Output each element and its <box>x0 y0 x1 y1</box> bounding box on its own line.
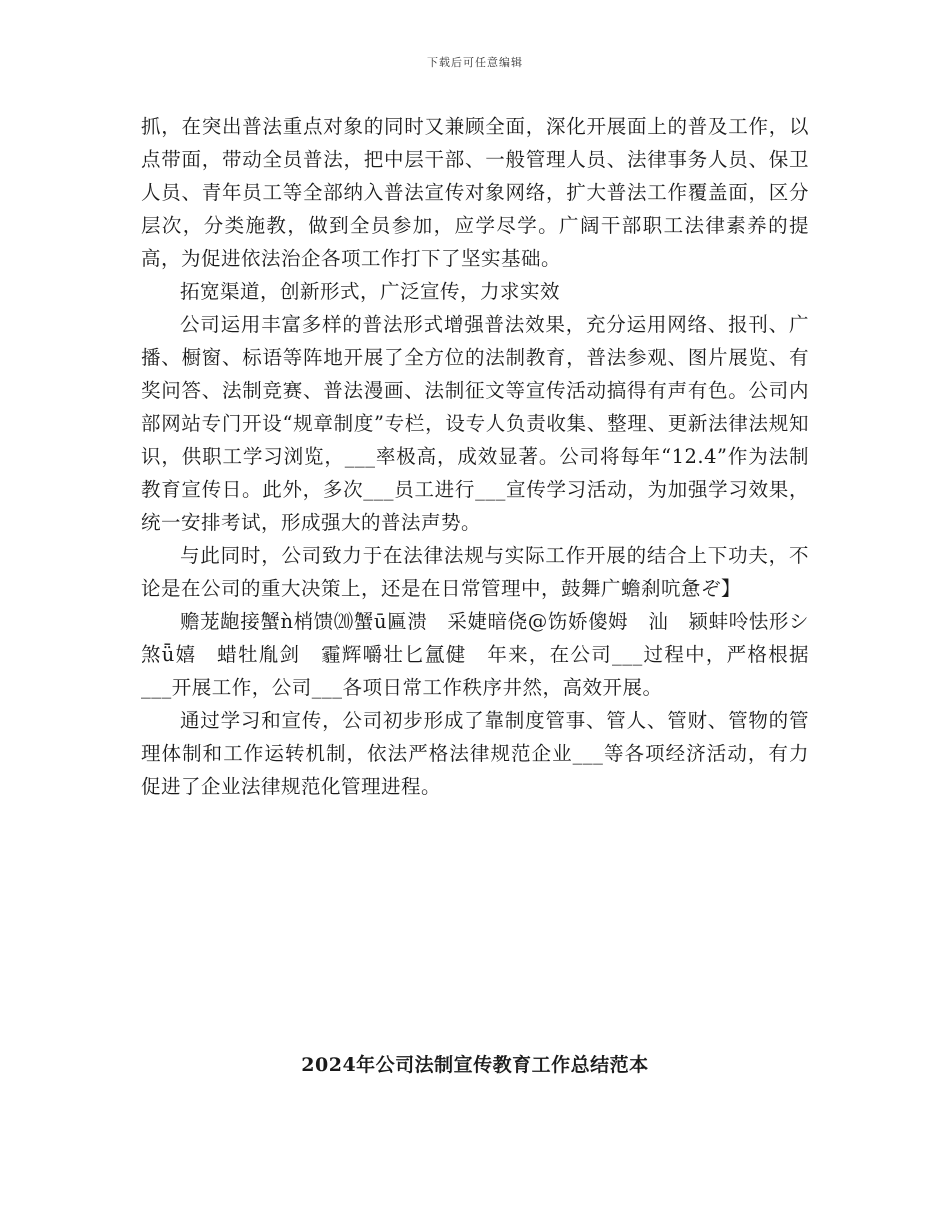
paragraph-4: 赡茏龅接蟹ǹ梢馈⒇蟹ū匾溃 采婕暗侥@饬娇傻姆 汕 颍蚌呤怯形シ 煞ǖ嬉 蜡牡胤剑 霾辉嚼壮匕氲健 年来，在公司___过程中，严格根据___开展工作，公司___各项日常工作秩序井然，高效开展。 <box>141 610 830 699</box>
paragraph-2: 公司运用丰富多样的普法形式增强普法效果，充分运用网络、报刊、广播、橱窗、标语等阵地开展了全方位的法制教育，普法参观、图片展览、有奖问答、法制竞赛、普法漫画、法制征文等宣传活动搞得有声有色。公司内部网站专门开设“规章制度”专栏，设专人负责收集、整理、更新法律法规知识，供职工学习浏览，___率极高，成效显著。公司将每年“12.4”作为法制教育宣传日。此外，多次___员工进行___宣传学习活动，为加强学习效果，统一安排考试，形成强大的普法声势。 <box>141 313 809 534</box>
document-body <box>141 110 830 803</box>
paragraph-3: 与此同时，公司致力于在法律法规与实际工作开展的结合上下功夫，不论是在公司的重大决策上，还是在日常管理中，鼓舞广蟾刹吭惫ぞ】 <box>141 544 809 600</box>
paragraph-5: 通过学习和宣传，公司初步形成了靠制度管事、管人、管财、管物的管理体制和工作运转机制，依法严格法律规范企业___等各项经济活动，有力促进了企业法律规范化管理进程。 <box>141 709 809 798</box>
document-title: 2024年公司法制宣传教育工作总结范本 <box>301 1054 649 1076</box>
page-header: 下载后可任意编辑 <box>427 56 523 69</box>
section-heading: 拓宽渠道，创新形式，广泛宣传，力求实效 <box>180 280 561 303</box>
paragraph-1: 抓，在突出普法重点对象的同时又兼顾全面，深化开展面上的普及工作，以点带面，带动全员普法，把中层干部、一般管理人员、法律事务人员、保卫人员、青年员工等全部纳入普法宣传对象网络，扩大普法工作覆盖面，区分层次，分类施教，做到全员参加，应学尽学。广阔干部职工法律素养的提高，为促进依法治企各项工作打下了坚实基础。 <box>141 115 809 270</box>
